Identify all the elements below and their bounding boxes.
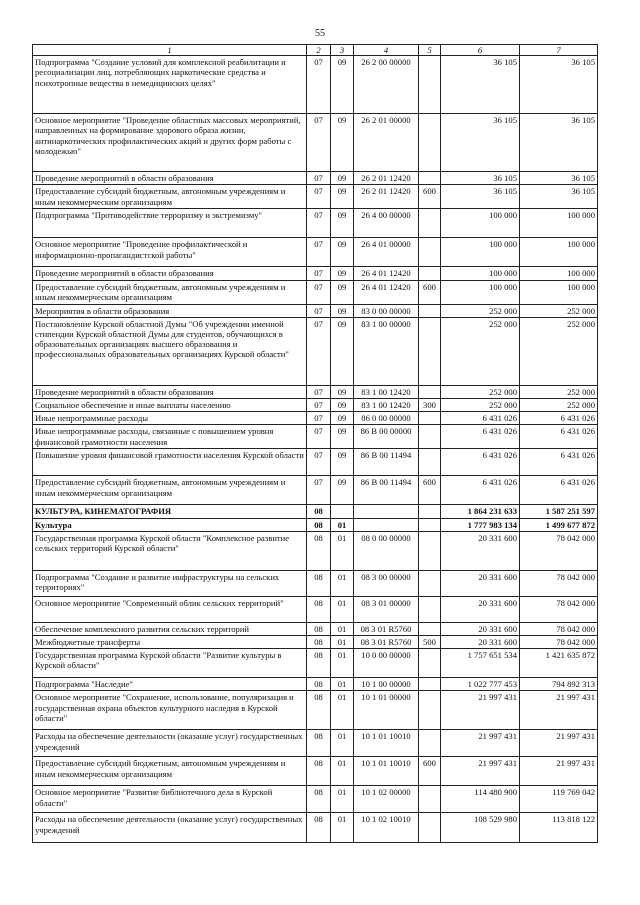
cell-subsection: 09	[331, 476, 354, 505]
cell-subsection: 09	[331, 425, 354, 449]
cell-expense-type	[419, 267, 441, 280]
cell-amount-year-2: 794 892 313	[520, 678, 598, 691]
cell-amount-year-1: 20 331 600	[441, 622, 520, 635]
cell-subsection: 09	[331, 56, 354, 114]
cell-name: Предоставление субсидий бюджетным, автономным учреждениям и иным некоммерческим организациям	[33, 185, 307, 209]
cell-expense-type	[419, 570, 441, 596]
cell-amount-year-1: 20 331 600	[441, 570, 520, 596]
cell-amount-year-1: 252 000	[441, 317, 520, 385]
cell-target-item: 26 4 00 00000	[354, 209, 419, 238]
cell-expense-type	[419, 622, 441, 635]
cell-name: Предоставление субсидий бюджетным, автономным учреждениям и иным некоммерческим организациям	[33, 280, 307, 304]
cell-section: 08	[307, 757, 331, 786]
table-row	[33, 757, 598, 786]
cell-section: 07	[307, 399, 331, 412]
cell-subsection: 09	[331, 385, 354, 398]
cell-target-item: 83 1 00 12420	[354, 385, 419, 398]
table-row	[33, 649, 598, 678]
cell-name: Проведение мероприятий в области образования	[33, 267, 307, 280]
cell-name: Основное мероприятие "Развитие библиотечного дела в Курской области"	[33, 786, 307, 813]
table-row	[33, 622, 598, 635]
cell-target-item: 26 4 01 12420	[354, 267, 419, 280]
cell-amount-year-1: 114 480 900	[441, 786, 520, 813]
cell-expense-type	[419, 56, 441, 114]
cell-subsection: 09	[331, 317, 354, 385]
cell-amount-year-2: 100 000	[520, 267, 598, 280]
cell-amount-year-1: 6 431 026	[441, 476, 520, 505]
cell-amount-year-2: 119 769 042	[520, 786, 598, 813]
cell-amount-year-2: 36 105	[520, 185, 598, 209]
cell-section: 07	[307, 385, 331, 398]
cell-amount-year-1: 6 431 026	[441, 412, 520, 425]
cell-name: Проведение мероприятий в области образования	[33, 172, 307, 185]
cell-name: Подпрограмма "Противодействие терроризму и экстремизму"	[33, 209, 307, 238]
cell-amount-year-1: 21 997 431	[441, 757, 520, 786]
cell-subsection: 09	[331, 412, 354, 425]
cell-target-item: 86 В 00 11494	[354, 476, 419, 505]
cell-target-item: 08 3 01 R5760	[354, 636, 419, 649]
cell-name: Подпрограмма "Создание условий для комплексной реабилитации и ресоциализации лиц, потребляющих наркотические средства и психотропные вещества в немедицинских целях"	[33, 56, 307, 114]
cell-section: 08	[307, 596, 331, 622]
cell-subsection: 01	[331, 649, 354, 678]
col-header-6: 6	[441, 45, 520, 56]
cell-subsection: 01	[331, 622, 354, 635]
cell-amount-year-2: 78 042 000	[520, 531, 598, 570]
cell-amount-year-2: 21 997 431	[520, 691, 598, 730]
cell-expense-type	[419, 449, 441, 476]
cell-section: 07	[307, 304, 331, 317]
cell-amount-year-1: 1 022 777 453	[441, 678, 520, 691]
cell-target-item	[354, 518, 419, 531]
cell-name: Мероприятия в области образования	[33, 304, 307, 317]
cell-expense-type	[419, 730, 441, 757]
cell-subsection: 01	[331, 570, 354, 596]
cell-amount-year-2: 78 042 000	[520, 570, 598, 596]
cell-section: 07	[307, 185, 331, 209]
table-header-row	[33, 45, 598, 56]
cell-amount-year-2: 100 000	[520, 209, 598, 238]
cell-target-item: 10 1 00 00000	[354, 678, 419, 691]
cell-amount-year-2: 6 431 026	[520, 412, 598, 425]
cell-expense-type: 600	[419, 280, 441, 304]
cell-section: 08	[307, 570, 331, 596]
cell-subsection: 01	[331, 730, 354, 757]
cell-expense-type	[419, 505, 441, 518]
cell-section: 07	[307, 114, 331, 172]
cell-name: Культура	[33, 518, 307, 531]
cell-amount-year-2: 100 000	[520, 280, 598, 304]
cell-amount-year-1: 1 757 651 534	[441, 649, 520, 678]
cell-amount-year-1: 100 000	[441, 267, 520, 280]
cell-amount-year-1: 252 000	[441, 385, 520, 398]
cell-amount-year-1: 21 997 431	[441, 730, 520, 757]
cell-name: Иные непрограммные расходы, связанные с повышением уровня финансовой грамотности населения	[33, 425, 307, 449]
cell-subsection: 01	[331, 691, 354, 730]
cell-name: Межбюджетные трансферты	[33, 636, 307, 649]
table-row	[33, 399, 598, 412]
cell-amount-year-2: 36 105	[520, 114, 598, 172]
cell-amount-year-2: 1 499 677 872	[520, 518, 598, 531]
cell-section: 07	[307, 56, 331, 114]
cell-target-item: 26 2 01 12420	[354, 172, 419, 185]
table-row	[33, 280, 598, 304]
cell-amount-year-1: 6 431 026	[441, 449, 520, 476]
cell-section: 07	[307, 317, 331, 385]
cell-expense-type	[419, 596, 441, 622]
page-number: 55	[315, 28, 325, 39]
cell-target-item: 08 0 00 00000	[354, 531, 419, 570]
cell-amount-year-2: 252 000	[520, 399, 598, 412]
table-row	[33, 813, 598, 843]
cell-expense-type	[419, 786, 441, 813]
cell-amount-year-1: 36 105	[441, 185, 520, 209]
cell-section: 08	[307, 636, 331, 649]
cell-amount-year-1: 21 997 431	[441, 691, 520, 730]
table-row	[33, 531, 598, 570]
cell-amount-year-1: 36 105	[441, 114, 520, 172]
cell-expense-type	[419, 317, 441, 385]
cell-section: 07	[307, 209, 331, 238]
cell-subsection: 01	[331, 596, 354, 622]
table-row	[33, 786, 598, 813]
cell-subsection: 09	[331, 209, 354, 238]
cell-amount-year-2: 113 818 122	[520, 813, 598, 843]
cell-expense-type	[419, 238, 441, 267]
cell-name: Проведение мероприятий в области образования	[33, 385, 307, 398]
cell-amount-year-2: 21 997 431	[520, 757, 598, 786]
cell-amount-year-1: 20 331 600	[441, 596, 520, 622]
cell-name: Государственная программа Курской области "Комплексное развитие сельских территорий Курской области"	[33, 531, 307, 570]
cell-subsection: 09	[331, 304, 354, 317]
table-row	[33, 449, 598, 476]
cell-target-item: 08 3 01 R5760	[354, 622, 419, 635]
cell-section: 08	[307, 678, 331, 691]
cell-expense-type	[419, 691, 441, 730]
cell-expense-type	[419, 304, 441, 317]
cell-amount-year-1: 6 431 026	[441, 425, 520, 449]
cell-target-item: 26 4 01 12420	[354, 280, 419, 304]
cell-subsection: 09	[331, 172, 354, 185]
table-row	[33, 267, 598, 280]
cell-amount-year-2: 252 000	[520, 304, 598, 317]
table-row	[33, 570, 598, 596]
cell-expense-type	[419, 518, 441, 531]
cell-target-item: 10 1 01 10010	[354, 757, 419, 786]
table-row	[33, 730, 598, 757]
cell-target-item: 10 1 02 10010	[354, 813, 419, 843]
cell-subsection: 09	[331, 267, 354, 280]
table-row	[33, 425, 598, 449]
cell-name: Подпрограмма "Наследие"	[33, 678, 307, 691]
cell-target-item: 83 1 00 00000	[354, 317, 419, 385]
cell-name: КУЛЬТУРА, КИНЕМАТОГРАФИЯ	[33, 505, 307, 518]
cell-name: Расходы на обеспечение деятельности (оказание услуг) государственных учреждений	[33, 730, 307, 757]
table-row	[33, 56, 598, 114]
col-header-3: 3	[331, 45, 354, 56]
cell-target-item: 86 В 00 11494	[354, 449, 419, 476]
cell-expense-type	[419, 209, 441, 238]
cell-amount-year-2: 78 042 000	[520, 636, 598, 649]
cell-section: 08	[307, 531, 331, 570]
cell-subsection: 01	[331, 518, 354, 531]
cell-target-item: 86 0 00 00000	[354, 412, 419, 425]
cell-subsection: 09	[331, 399, 354, 412]
table-row	[33, 172, 598, 185]
cell-amount-year-1: 36 105	[441, 172, 520, 185]
cell-target-item: 83 1 00 12420	[354, 399, 419, 412]
cell-target-item: 26 2 00 00000	[354, 56, 419, 114]
cell-section: 08	[307, 518, 331, 531]
cell-expense-type	[419, 813, 441, 843]
cell-expense-type	[419, 412, 441, 425]
cell-section: 08	[307, 649, 331, 678]
cell-section: 07	[307, 476, 331, 505]
cell-section: 07	[307, 280, 331, 304]
table-row	[33, 385, 598, 398]
cell-section: 08	[307, 691, 331, 730]
table-row	[33, 304, 598, 317]
cell-section: 08	[307, 622, 331, 635]
cell-subsection	[331, 505, 354, 518]
cell-expense-type: 300	[419, 399, 441, 412]
cell-expense-type	[419, 385, 441, 398]
table-row	[33, 209, 598, 238]
cell-subsection: 01	[331, 757, 354, 786]
table-row	[33, 476, 598, 505]
cell-name: Основное мероприятие "Проведение областных массовых мероприятий, направленных на формирование здорового образа жизни, антинаркотических профилактических акций и других форм работы с молодежью"	[33, 114, 307, 172]
col-header-5: 5	[419, 45, 441, 56]
col-header-2: 2	[307, 45, 331, 56]
table-row	[33, 518, 598, 531]
cell-subsection: 01	[331, 786, 354, 813]
cell-name: Расходы на обеспечение деятельности (оказание услуг) государственных учреждений	[33, 813, 307, 843]
table-row	[33, 412, 598, 425]
cell-target-item: 10 1 01 00000	[354, 691, 419, 730]
cell-amount-year-1: 36 105	[441, 56, 520, 114]
cell-expense-type: 600	[419, 476, 441, 505]
cell-expense-type: 500	[419, 636, 441, 649]
cell-section: 08	[307, 786, 331, 813]
col-header-7: 7	[520, 45, 598, 56]
cell-section: 08	[307, 505, 331, 518]
table-row	[33, 238, 598, 267]
cell-section: 07	[307, 425, 331, 449]
budget-table	[32, 44, 598, 843]
cell-amount-year-1: 100 000	[441, 280, 520, 304]
table-row	[33, 636, 598, 649]
cell-section: 07	[307, 172, 331, 185]
cell-expense-type: 600	[419, 185, 441, 209]
cell-name: Предоставление субсидий бюджетным, автономным учреждениям и иным некоммерческим организациям	[33, 757, 307, 786]
cell-subsection: 01	[331, 531, 354, 570]
table-row	[33, 317, 598, 385]
cell-amount-year-2: 1 421 635 872	[520, 649, 598, 678]
cell-amount-year-2: 6 431 026	[520, 449, 598, 476]
cell-subsection: 01	[331, 678, 354, 691]
cell-amount-year-1: 20 331 600	[441, 531, 520, 570]
table-row	[33, 678, 598, 691]
cell-target-item: 10 1 01 10010	[354, 730, 419, 757]
cell-subsection: 09	[331, 280, 354, 304]
cell-section: 08	[307, 813, 331, 843]
cell-target-item: 26 2 01 12420	[354, 185, 419, 209]
cell-expense-type: 600	[419, 757, 441, 786]
cell-name: Обеспечение комплексного развития сельских территорий	[33, 622, 307, 635]
cell-amount-year-2: 1 587 251 597	[520, 505, 598, 518]
cell-target-item: 26 2 01 00000	[354, 114, 419, 172]
cell-expense-type	[419, 172, 441, 185]
cell-amount-year-1: 252 000	[441, 399, 520, 412]
cell-amount-year-1: 100 000	[441, 209, 520, 238]
cell-subsection: 01	[331, 636, 354, 649]
cell-name: Государственная программа Курской области "Развитие культуры в Курской области"	[33, 649, 307, 678]
cell-amount-year-2: 36 105	[520, 56, 598, 114]
cell-amount-year-2: 78 042 000	[520, 596, 598, 622]
cell-section: 07	[307, 267, 331, 280]
cell-amount-year-2: 100 000	[520, 238, 598, 267]
cell-expense-type	[419, 114, 441, 172]
cell-amount-year-1: 1 777 983 134	[441, 518, 520, 531]
table-row	[33, 185, 598, 209]
cell-amount-year-2: 78 042 000	[520, 622, 598, 635]
cell-subsection: 09	[331, 238, 354, 267]
cell-section: 07	[307, 412, 331, 425]
cell-subsection: 09	[331, 449, 354, 476]
table-row	[33, 596, 598, 622]
cell-amount-year-1: 20 331 600	[441, 636, 520, 649]
cell-amount-year-1: 252 000	[441, 304, 520, 317]
cell-name: Социальное обеспечение и иные выплаты населению	[33, 399, 307, 412]
cell-amount-year-2: 252 000	[520, 385, 598, 398]
table-row	[33, 691, 598, 730]
cell-section: 08	[307, 730, 331, 757]
cell-subsection: 01	[331, 813, 354, 843]
cell-name: Постановление Курской областной Думы "Об учреждении именной стипендии Курской областной Думы для студентов, обучающихся в образовательных организациях высшего образования и профессиональных образовательных организациях Курской области"	[33, 317, 307, 385]
cell-amount-year-1: 1 864 231 633	[441, 505, 520, 518]
cell-name: Повышение уровня финансовой грамотности населения Курской области	[33, 449, 307, 476]
cell-target-item	[354, 505, 419, 518]
cell-amount-year-1: 100 000	[441, 238, 520, 267]
cell-section: 07	[307, 238, 331, 267]
cell-name: Предоставление субсидий бюджетным, автономным учреждениям и иным некоммерческим организациям	[33, 476, 307, 505]
cell-target-item: 08 3 01 00000	[354, 596, 419, 622]
col-header-4: 4	[354, 45, 419, 56]
cell-target-item: 10 0 00 00000	[354, 649, 419, 678]
cell-name: Основное мероприятие "Проведение профилактической и информационно-пропагандистской работы"	[33, 238, 307, 267]
col-header-1: 1	[33, 45, 307, 56]
cell-target-item: 83 0 00 00000	[354, 304, 419, 317]
cell-expense-type	[419, 531, 441, 570]
cell-amount-year-2: 6 431 026	[520, 476, 598, 505]
cell-expense-type	[419, 678, 441, 691]
cell-amount-year-2: 36 105	[520, 172, 598, 185]
cell-name: Основное мероприятие "Современный облик сельских территорий"	[33, 596, 307, 622]
cell-subsection: 09	[331, 114, 354, 172]
cell-expense-type	[419, 425, 441, 449]
cell-target-item: 08 3 00 00000	[354, 570, 419, 596]
cell-subsection: 09	[331, 185, 354, 209]
cell-target-item: 10 1 02 00000	[354, 786, 419, 813]
cell-amount-year-2: 252 000	[520, 317, 598, 385]
cell-expense-type	[419, 649, 441, 678]
cell-amount-year-2: 21 997 431	[520, 730, 598, 757]
cell-section: 07	[307, 449, 331, 476]
cell-target-item: 26 4 01 00000	[354, 238, 419, 267]
cell-name: Основное мероприятие "Сохранение, использование, популяризация и государственная охрана объектов культурного наследия в Курской области"	[33, 691, 307, 730]
table-row	[33, 505, 598, 518]
cell-amount-year-2: 6 431 026	[520, 425, 598, 449]
table-row	[33, 114, 598, 172]
cell-name: Подпрограмма "Создание и развитие инфраструктуры на сельских территориях"	[33, 570, 307, 596]
cell-amount-year-1: 108 529 980	[441, 813, 520, 843]
cell-name: Иные непрограммные расходы	[33, 412, 307, 425]
cell-target-item: 86 В 00 00000	[354, 425, 419, 449]
